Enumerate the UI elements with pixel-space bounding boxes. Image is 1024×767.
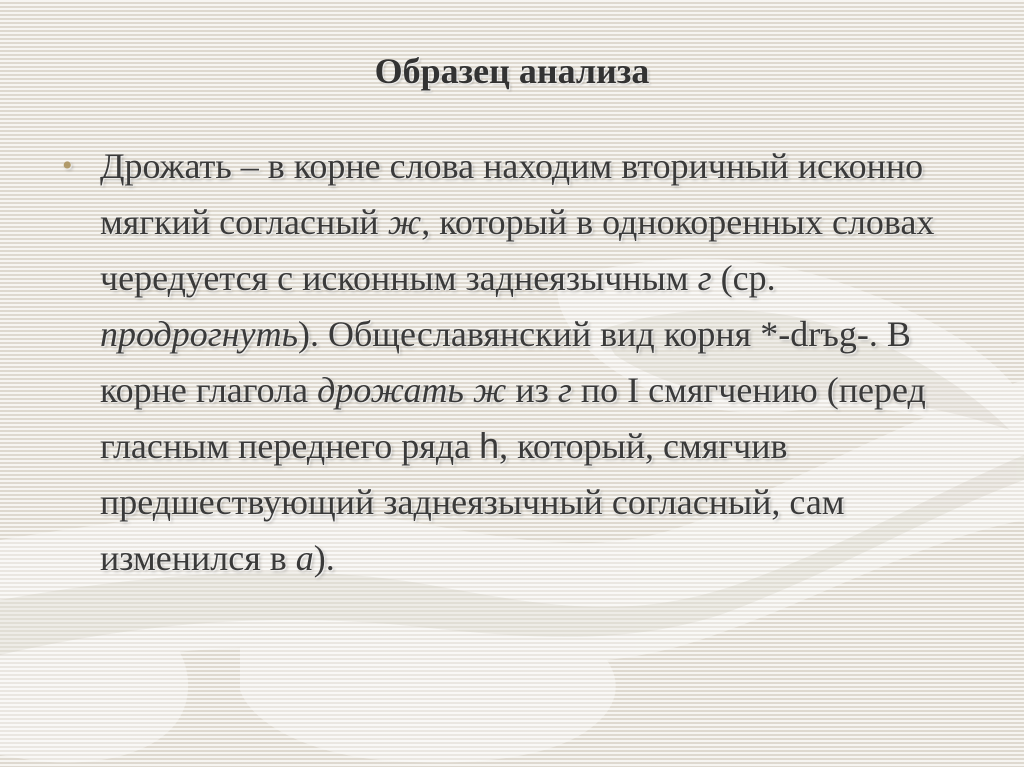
italic-run: г <box>697 258 712 298</box>
text-run: (ср. <box>711 258 776 298</box>
slide-content <box>60 138 970 586</box>
italic-run: ж <box>387 202 422 242</box>
slide-title: Образец анализа <box>374 51 650 91</box>
italic-run: а <box>295 538 314 578</box>
text-run: из <box>506 370 558 410</box>
text-run: , который, смягчив предшествующий заднеязычный согласный, сам изменился в <box>100 426 845 578</box>
sans-run: h <box>479 425 500 466</box>
italic-run: дрожать ж <box>317 370 507 410</box>
text-run: по I смягчению (перед гласным переднего ряда <box>100 370 926 466</box>
bullet-item <box>60 138 970 586</box>
italic-run: продрогнуть <box>100 314 298 354</box>
italic-run: г <box>557 370 572 410</box>
text-run: ). <box>313 538 335 578</box>
text-run: ). Общеславянский вид корня *-drъg-. В корне глагола <box>100 314 911 410</box>
bullet-dot-icon: • <box>62 149 73 182</box>
text-run: Дрожать – в корне слова находим вторичный исконно мягкий согласный <box>100 146 924 242</box>
paragraph-text <box>100 146 934 578</box>
text-run: , который в однокоренных словах чередуется с исконным заднеязычным <box>100 202 935 298</box>
